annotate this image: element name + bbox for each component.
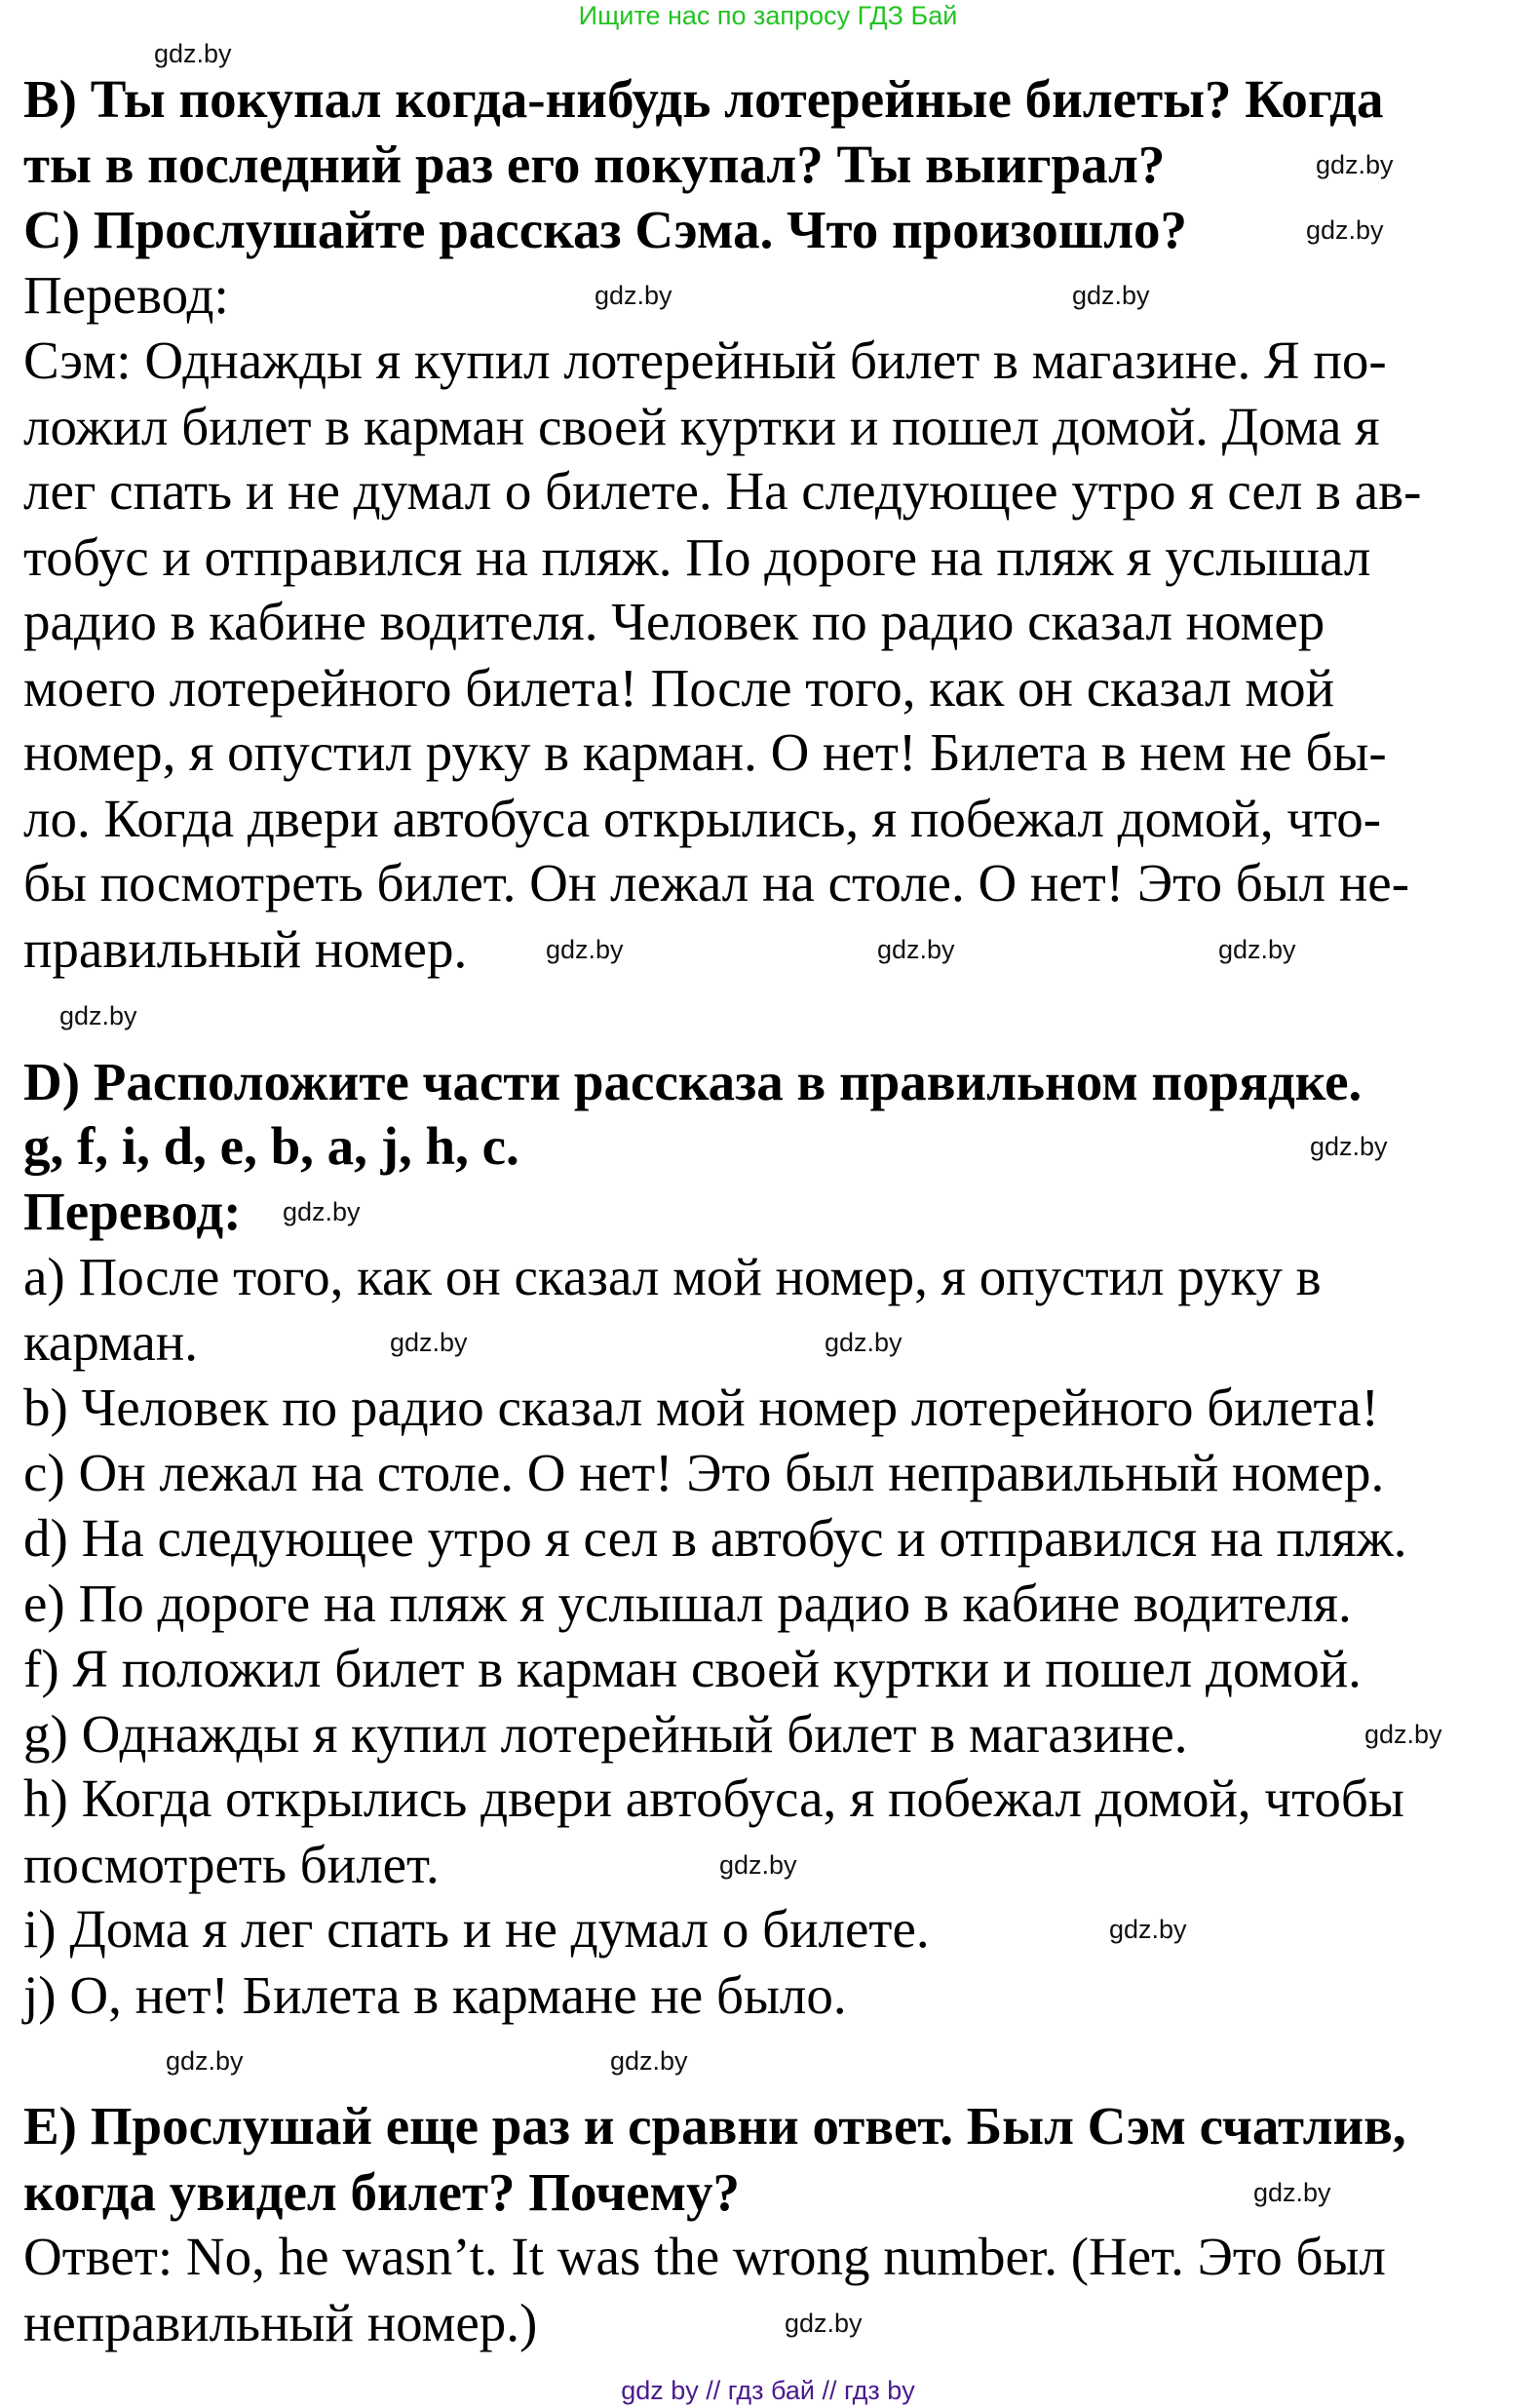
watermark: gdz.by bbox=[546, 935, 624, 964]
watermark: gdz.by bbox=[1218, 935, 1296, 964]
heading-line: g, f, i, d, e, b, a, j, h, c. bbox=[23, 1116, 519, 1176]
watermark: gdz.by bbox=[154, 39, 232, 68]
heading-line: С) Прослушайте рассказ Сэма. Что произошло? bbox=[23, 200, 1188, 259]
text-line: моего лотерейного билета! После того, как он сказал мой bbox=[23, 658, 1335, 718]
watermark: gdz.by bbox=[610, 2046, 688, 2076]
watermark: gdz.by bbox=[825, 1328, 902, 1357]
heading-line: когда увидел билет? Почему? bbox=[23, 2162, 740, 2222]
text-line: c) Он лежал на столе. О нет! Это был неправильный номер. bbox=[23, 1443, 1385, 1502]
watermark: gdz.by bbox=[785, 2309, 863, 2338]
text-line: правильный номер. bbox=[23, 919, 468, 979]
text-line: Перевод: bbox=[23, 265, 229, 325]
watermark: gdz.by bbox=[595, 281, 672, 310]
footer-watermark: gdz by // гдз бай // гдз by bbox=[621, 2376, 915, 2405]
text-line: f) Я положил билет в карман своей куртки и пошел домой. bbox=[23, 1639, 1362, 1698]
text-line: Сэм: Однажды я купил лотерейный билет в магазине. Я по- bbox=[23, 330, 1387, 390]
heading-line: Перевод: bbox=[23, 1182, 242, 1241]
text-line: j) О, нет! Билета в кармане не было. bbox=[23, 1965, 847, 2025]
text-line: номер, я опустил руку в карман. О нет! Билета в нем не бы- bbox=[23, 722, 1387, 782]
watermark: gdz.by bbox=[1310, 1132, 1388, 1161]
watermark: gdz.by bbox=[390, 1328, 468, 1357]
watermark: gdz.by bbox=[59, 1001, 137, 1030]
text-line: d) На следующее утро я сел в автобус и отправился на пляж. bbox=[23, 1508, 1407, 1568]
text-line: посмотреть билет. bbox=[23, 1835, 440, 1894]
heading-line: В) Ты покупал когда-нибудь лотерейные билеты? Когда bbox=[23, 69, 1384, 129]
search-hint-banner: Ищите нас по запросу ГДЗ Бай bbox=[578, 1, 958, 30]
watermark: gdz.by bbox=[719, 1850, 797, 1880]
watermark: gdz.by bbox=[1253, 2178, 1331, 2207]
text-line: b) Человек по радио сказал мой номер лотерейного билета! bbox=[23, 1378, 1379, 1437]
text-line: радио в кабине водителя. Человек по радио сказал номер bbox=[23, 592, 1325, 651]
text-line: g) Однажды я купил лотерейный билет в магазине. bbox=[23, 1704, 1188, 1764]
watermark: gdz.by bbox=[1316, 150, 1394, 179]
watermark: gdz.by bbox=[1072, 281, 1150, 310]
watermark: gdz.by bbox=[877, 935, 955, 964]
text-line: тобус и отправился на пляж. По дороге на пляж я услышал bbox=[23, 527, 1371, 587]
heading-line: D) Расположите части рассказа в правильном порядке. bbox=[23, 1052, 1363, 1111]
text-line: a) После того, как он сказал мой номер, я опустил руку в bbox=[23, 1247, 1322, 1306]
watermark: gdz.by bbox=[283, 1197, 361, 1226]
text-line: e) По дороге на пляж я услышал радио в кабине водителя. bbox=[23, 1573, 1352, 1633]
watermark: gdz.by bbox=[1109, 1915, 1187, 1944]
heading-line: ты в последний раз его покупал? Ты выиграл? bbox=[23, 135, 1166, 194]
text-line: неправильный номер.) bbox=[23, 2293, 538, 2352]
text-line: ло. Когда двери автобуса открылись, я побежал домой, что- bbox=[23, 789, 1382, 848]
text-line: h) Когда открылись двери автобуса, я побежал домой, чтобы bbox=[23, 1768, 1404, 1828]
watermark: gdz.by bbox=[166, 2046, 244, 2076]
watermark: gdz.by bbox=[1364, 1720, 1442, 1749]
text-line: лег спать и не думал о билете. На следующее утро я сел в ав- bbox=[23, 461, 1422, 521]
text-line: карман. bbox=[23, 1312, 198, 1372]
watermark: gdz.by bbox=[1306, 215, 1384, 245]
text-line: ложил билет в карман своей куртки и пошел домой. Дома я bbox=[23, 397, 1380, 456]
text-line: i) Дома я лег спать и не думал о билете. bbox=[23, 1899, 930, 1959]
text-line: Ответ: No, he wasn’t. It was the wrong number. (Нет. Это был bbox=[23, 2227, 1386, 2286]
text-line: бы посмотреть билет. Он лежал на столе. О нет! Это был не- bbox=[23, 853, 1410, 913]
heading-line: E) Прослушай еще раз и сравни ответ. Был Сэм счатлив, bbox=[23, 2096, 1406, 2156]
